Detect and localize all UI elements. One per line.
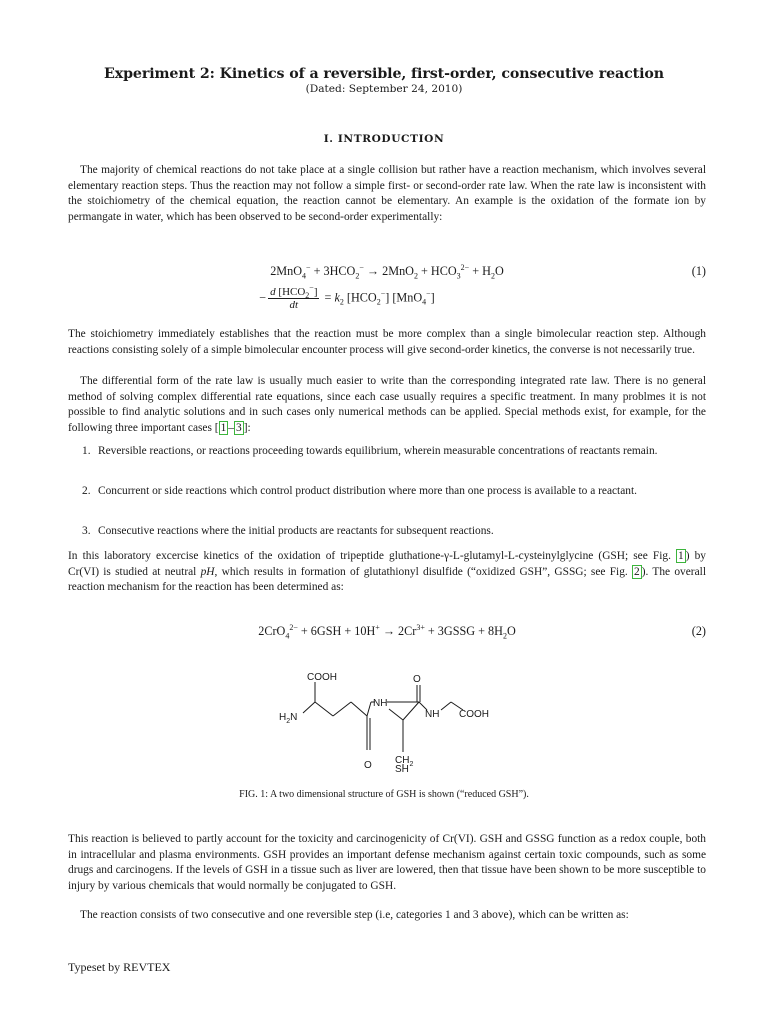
label-ch2-sub: 2 [409, 761, 414, 768]
paragraph-4-text-c: , which results in formation of glutathionyl disulfide (“oxidized GSH”, GSSG; see Fig. [214, 565, 633, 578]
label-cooh-right: COOH [459, 709, 489, 720]
label-sh: SH [395, 764, 409, 774]
citation-link-1[interactable]: 1 [220, 421, 227, 434]
gsh-structure-figure [275, 664, 495, 774]
paragraph-3-end: ]: [243, 421, 251, 434]
paragraph-3-text: The differential form of the rate law is usually much easier to write than the corresponding integrated rate law. There is no general method of solving complex differential rate equations, since each case usually requires a specific treatment. In many problmes it is not possible to find analytic solutions and in such cases only numerical methods can be applied. Special methods exist, for example, for the following three important cases [ [68, 375, 706, 434]
paper-title: Experiment 2: Kinetics of a reversible, first-order, consecutive reaction [104, 66, 664, 82]
list-item-text: Concurrent or side reactions which control product distribution where more than one process is available to a reactant. [98, 485, 637, 497]
rate-law-body: − $\frac{d [HCO_2^-]}{dt}$ = $k_2$ $[HCO_2^-]$ [MnO$_4$−] [259, 283, 435, 311]
paragraph-1: The majority of chemical reactions do not take place at a single collision but rather have a reaction mechanism, which involves several elementary reaction steps. Thus the reaction may not follow a simple first- or second-order rate law. When the rate law is inconsistent with the stoichiometry of the chemical equation, the reaction cannot be elementary. An example is the oxidation of the formate ion by permangate in water, which has been observed to be second-order experimentally: [68, 164, 706, 223]
section-heading-introduction: I. INTRODUCTION [323, 133, 445, 145]
figure-1-link[interactable]: 1 [678, 550, 684, 562]
equation-2 [68, 624, 706, 644]
rate-law-equation [68, 283, 706, 318]
label-h2n [279, 712, 297, 725]
label-nh-left: NH [373, 698, 388, 709]
label-ch2-ch: CH [395, 755, 410, 766]
paragraph-4 [68, 549, 706, 596]
equation-1-body: $2MnO_4^- + 3HCO_2^- \to 2MnO_2 + HCO_3^{2-} + H_2O$ [270, 262, 504, 281]
paragraph-4-text-d: ). The overall reaction mechanism for the reaction has been determined as: [68, 565, 706, 594]
paragraph-4-text-b: ) by Cr(VI) is studied at neutral [68, 550, 706, 578]
label-cooh-top: COOH [307, 672, 337, 683]
label-h2n-h: H [279, 712, 287, 723]
bond-lines [303, 682, 463, 768]
label-h2n-n: N [290, 712, 298, 723]
list-item-text: Consecutive reactions where the initial products are reactants for subsequent reactions. [98, 525, 494, 537]
list-marker: 1. [82, 445, 91, 457]
paper-date: (Dated: September 24, 2010) [305, 83, 463, 95]
equation-2-number: (2) [691, 624, 706, 638]
paragraph-3 [68, 374, 706, 436]
paragraph-4-text-a: In this laboratory excercise kinetics of the oxidation of tripeptide gluthatione-γ-L-glutamyl-L-cysteinylglycine (GSH; see Fig. [68, 550, 677, 562]
ph-symbol: pH [200, 565, 215, 578]
list-marker: 3. [82, 525, 91, 537]
figure-2-link[interactable]: 2 [634, 565, 640, 578]
paragraph-6: The reaction consists of two consecutive and one reversible step (i.e, categories 1 and 3 above), which can be written as: [80, 909, 629, 921]
citation-link-3[interactable]: 3 [235, 421, 242, 434]
list-item-text: Reversible reactions, or reactions proceeding towards equilibrium, wherein measurable concentrations of reactants remain. [98, 445, 658, 457]
equation-1 [68, 264, 706, 284]
list-marker: 2. [82, 485, 91, 497]
equation-2-body: $2CrO_4^{2-} + 6GSH + 10H^+ \to 2Cr^{3+}$ + 3GSSG + $8H_2O$ [258, 622, 516, 641]
label-h2n-sub: 2 [286, 718, 291, 725]
paragraph-5: This reaction is believed to partly account for the toxicity and carcinogenicity of Cr(VI). GSH and GSSG function as a redox couple, both in intracellular and plasma environments. GSH provides an important defense mechanism against certain toxic compounds, such as some drugs and carcinogens. If the levels of GSH in a tissue such as liver are lowered, then that tissue have been shown to be more susceptible to injury by various chemicals that would normally be conjugated to GSH. [68, 833, 706, 892]
label-nh-right: NH [425, 709, 440, 720]
equation-1-number: (1) [691, 264, 706, 278]
citation-range-dash: – [228, 421, 234, 434]
figure-1-caption: FIG. 1: A two dimensional structure of GSH is shown (“reduced GSH”). [239, 789, 529, 800]
gsh-structure-diagram [275, 664, 495, 774]
label-o-top: O [413, 674, 421, 685]
typeset-footer: Typeset by REVTEX [68, 960, 171, 974]
paragraph-2: The stoichiometry immediately establishes that the reaction must be more complex than a single bimolecular reaction step. Although reactions consisting solely of a simple bimolecular encounter process will give second-order kinetics, the converse is not necessarily true. [68, 328, 706, 356]
label-o-bottom: O [364, 760, 372, 771]
